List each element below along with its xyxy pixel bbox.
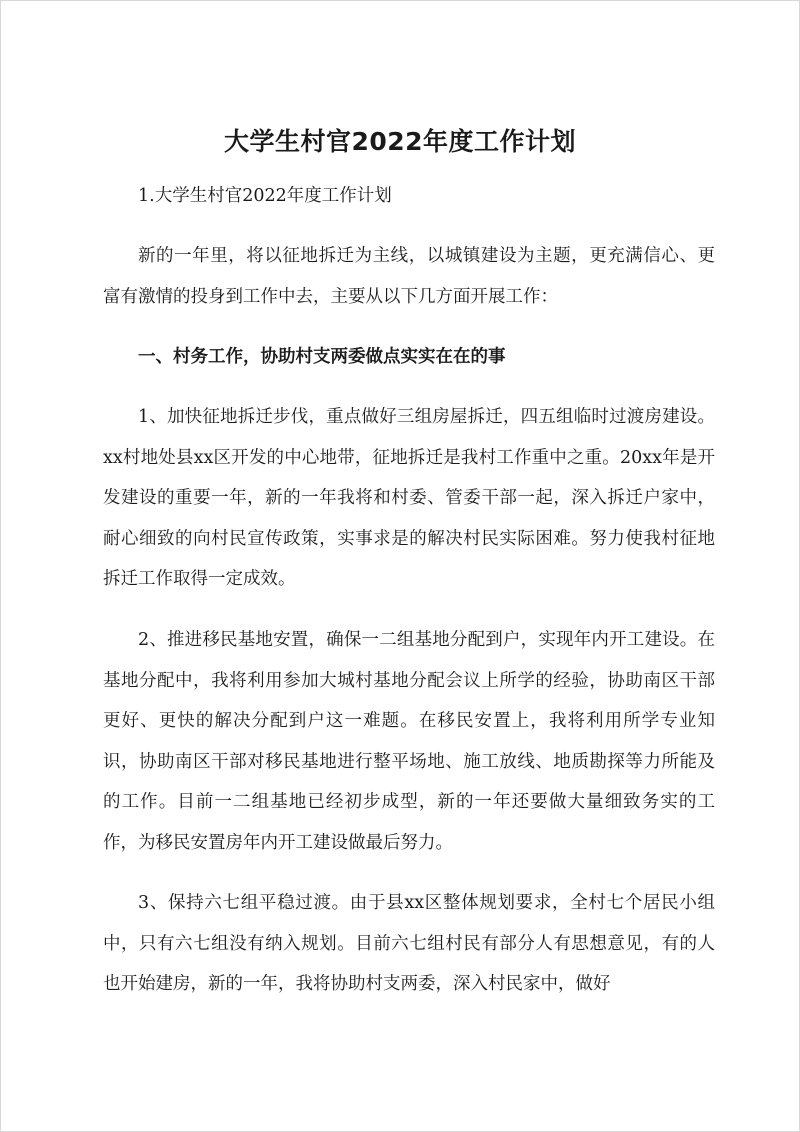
section-heading: 一、村务工作，协助村支两委做点实实在在的事 xyxy=(138,347,506,367)
paragraph-item-1: 1、加快征地拆迁步伐，重点做好三组房屋拆迁，四五组临时过渡房建设。xx村地处县xx区开发的中心地带，征地拆迁是我村工作重中之重。20xx年是开发建设的重要一年，新的一年我将和村委、管委干部一起，深入拆迁户家中，耐心细致的向村民宣传政策，实事求是的解决村民实际困难。努力使我村征地拆迁工作取得一定成效。 xyxy=(103,407,715,589)
document-title: 大学生村官2022年度工作计划 xyxy=(223,126,577,156)
document-subtitle: 1.大学生村官2022年度工作计划 xyxy=(138,186,392,206)
paragraph-item-3: 3、保持六七组平稳过渡。由于县xx区整体规划要求，全村七个居民小组中，只有六七组没有纳入规划。目前六七组村民有部分人有思想意见，有的人也开始建房，新的一年，我将协助村支两委，深入村民家中，做好 xyxy=(103,893,715,994)
paragraph-item-2: 2、推进移民基地安置，确保一二组基地分配到户，实现年内开工建设。在基地分配中，我将利用参加大城村基地分配会议上所学的经验，协助南区干部更好、更快的解决分配到户这一难题。在移民安置上，我将利用所学专业知识，协助南区干部对移民基地进行整平场地、施工放线、地质勘探等力所能及的工作。目前一二组基地已经初步成型，新的一年还要做大量细致务实的工作，为移民安置房年内开工建设做最后努力。 xyxy=(103,630,715,853)
intro-paragraph: 新的一年里，将以征地拆迁为主线，以城镇建设为主题，更充满信心、更富有激情的投身到工作中去，主要从以下几方面开展工作： xyxy=(103,246,715,307)
